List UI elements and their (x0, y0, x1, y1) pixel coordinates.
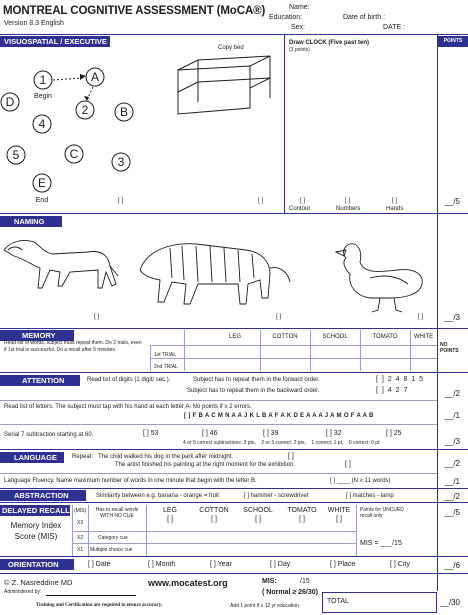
dob-label: Date of birth : (343, 14, 386, 21)
footer-rule (0, 573, 468, 574)
cube-box: [ ] (258, 198, 264, 204)
orientation-month: [ ] Month (148, 561, 176, 568)
language-header: LANGUAGE (0, 452, 64, 463)
language-fluency-score[interactable]: __/1 (444, 477, 460, 486)
recall-word-4: TOMATO (287, 507, 317, 514)
footer-mis-max: /15 (300, 578, 310, 585)
backward-digits: [ ] 4 2 7 (376, 387, 408, 394)
attention-letters-score[interactable]: __/1 (444, 411, 460, 420)
naming-box-2: [ ] (276, 314, 282, 320)
delayed-header: DELAYED RECALL (2, 506, 70, 515)
memory-word-4: TOMATO (372, 334, 398, 340)
abstraction-item-1: [ ] hammer - screwdriver (244, 493, 309, 499)
clock-divider (284, 34, 285, 213)
visuospatial-header: VISUOSPATIAL / EXECUTIVE (0, 36, 110, 47)
memory-no-points: NO POINTS (440, 342, 459, 354)
tiger-drawing (140, 244, 290, 304)
letter-sequence: [ ] F B A C M N A A J K L B A F A K D E A A A J A M O F A A B (184, 413, 374, 419)
uncued-note: Points for UNCUED recall only (360, 507, 404, 519)
multiple-choice-label: Multiple choice cue (90, 547, 133, 553)
numbers-label: Numbers (336, 206, 361, 212)
copy-bed-label: Copy bed (218, 45, 244, 51)
bed-drawing (178, 56, 270, 114)
administered-by: Administered by: (4, 589, 42, 595)
administered-line (46, 595, 136, 596)
svg-text:E: E (37, 176, 47, 190)
svg-text:Begin: Begin (34, 93, 52, 100)
name-label: Name: (289, 4, 310, 11)
training-note: Training and Certification are required to ensure accuracy. (36, 603, 163, 608)
education-label: Education: (269, 14, 303, 21)
serial-25: [ ] 25 (386, 430, 402, 437)
delayed-recall-score[interactable]: __/5 (444, 508, 460, 517)
naming-score[interactable]: __/3 (444, 313, 460, 322)
memory-word-3: SCHOOL (322, 334, 348, 340)
naming-box-3: [ ] (418, 314, 424, 320)
memory-instruction: Read list of words, subject must repeat them. Do 2 trials, even if 1st trial is successful. Do a recall after 5 minutes. (4, 340, 142, 353)
mis-score-line[interactable]: MIS = ___/15 (360, 540, 402, 547)
sentence-2-box: [ ] (345, 461, 351, 468)
x1-label: X1 (77, 547, 84, 553)
serial-46: [ ] 46 (202, 430, 218, 437)
forward-digits: [ ] 2 4 8 1 5 (376, 376, 424, 383)
serial-39: [ ] 39 (263, 430, 279, 437)
memory-header: MEMORY (0, 330, 74, 341)
serial-32: [ ] 32 (326, 430, 342, 437)
orientation-city: [ ] City (390, 561, 410, 568)
svg-text:D: D (5, 95, 15, 109)
clock-points: (3 points) (289, 47, 310, 53)
sentence-1-box: [ ] (288, 453, 294, 460)
recall-box-2: [ ] (211, 516, 217, 523)
recall-word-1: LEG (162, 507, 177, 514)
digit-instruction: Read list of digits (1 digit/ sec.). (87, 377, 171, 383)
x2-label: X2 (77, 535, 84, 541)
trail-box: [ ] (118, 198, 124, 204)
footer-mis-label: MIS: (262, 578, 277, 585)
orientation-header: ORIENTATION (0, 559, 74, 570)
recall-word-2: COTTON (199, 507, 229, 514)
serial-53: [ ] 53 (143, 430, 159, 437)
trial-2-label: 2nd TRIAL (154, 364, 178, 370)
attention-header: ATTENTION (0, 375, 80, 386)
naming-header: NAMING (0, 216, 62, 227)
fluency-box: [ ] ____ (N ≥ 11 words) (330, 478, 391, 484)
recall-box-4: [ ] (299, 516, 305, 523)
date-label: DATE : (383, 24, 406, 31)
language-rule (0, 449, 468, 450)
orientation-date: [ ] Date (88, 561, 111, 568)
points-header: POINTS (438, 36, 468, 47)
language-repeat-score[interactable]: __/2 (444, 459, 460, 468)
memory-rule (0, 328, 468, 329)
forward-text: Subject has to repeat them in the forward order. (193, 377, 320, 383)
duck-drawing (336, 244, 422, 312)
website[interactable]: www.mocatest.org (148, 578, 228, 588)
category-cue-label: Category cue (98, 535, 128, 541)
orientation-place: [ ] Place (330, 561, 356, 568)
normal-range: ( Normal ≥ 26/30) (262, 589, 318, 596)
abstraction-rule (0, 488, 468, 489)
recall-box-3: [ ] (255, 516, 261, 523)
sentence-1: The child walked his dog in the park after midnight. (98, 454, 234, 460)
mis-label: Memory Index Score (MIS) (10, 521, 62, 541)
abstraction-header: ABSTRACTION (0, 490, 86, 501)
delayed-rule (0, 502, 468, 503)
attention-rule (0, 372, 468, 373)
trail-making-drawing (0, 50, 284, 210)
sex-label: Sex: (291, 24, 306, 31)
svg-text:End: End (35, 197, 49, 204)
sentence-2: The artist finished his painting at the right moment for the exhibition. (115, 462, 296, 468)
svg-text:B: B (119, 105, 129, 119)
svg-text:2: 2 (81, 103, 89, 117)
visuospatial-score[interactable]: __/5 (444, 197, 460, 206)
repeat-label: Repeat: (72, 454, 94, 460)
lion-drawing (4, 240, 118, 288)
memory-word-2: COTTON (272, 334, 298, 340)
memory-word-1: LEG (228, 334, 241, 340)
orientation-rule (0, 556, 468, 557)
numbers-box: [ ] (345, 198, 351, 204)
recall-word-3: SCHOOL (243, 507, 273, 514)
contour-label: Contour (289, 206, 311, 212)
memory-word-5: WHITE (413, 334, 434, 340)
form-title: MONTREAL COGNITIVE ASSESSMENT (MoCA®) (3, 5, 266, 17)
serial-scoring: 4 or 5 correct subtractions: 3 pts, 2 or 3 correct: 2 pts, 1 correct: 1 pt, 0 correct: 0 pt (183, 440, 380, 446)
attention-digits-score[interactable]: __/2 (444, 389, 460, 398)
author-credit: © Z. Nasreddine MD (4, 578, 73, 587)
letters-instruction: Read list of letters. The subject must tap with his hand at each letter A. No points if ≥ 2 errors. (4, 404, 252, 410)
svg-text:1: 1 (39, 73, 47, 87)
top-rule (0, 34, 468, 35)
orientation-day: [ ] Day (270, 561, 291, 568)
abstraction-item-2: [ ] matches - lamp (346, 493, 394, 499)
education-adjustment: Add 1 point if ≤ 12 yr education (230, 603, 299, 609)
no-cue-label: Has to recall words WITH NO CUE (95, 507, 139, 519)
version-label: Version 8.3 English (4, 20, 64, 27)
contour-box: [ ] (300, 198, 306, 204)
mis-col-label: (MIS) (74, 508, 87, 514)
svg-text:5: 5 (12, 148, 20, 162)
svg-text:A: A (90, 70, 100, 84)
recall-box-5: [ ] (336, 516, 342, 523)
abstraction-text: Similarity between e.g. banana - orange = fruit (96, 493, 219, 499)
hands-box: [ ] (392, 198, 398, 204)
animal-drawings (0, 228, 437, 318)
abstraction-score[interactable]: __/2 (444, 492, 460, 501)
serial-label: Serial 7 subtraction starting at 60. (4, 432, 94, 438)
x3-label: X3 (77, 520, 84, 526)
orientation-year: [ ] Year (210, 561, 232, 568)
svg-text:C: C (69, 147, 79, 161)
naming-rule (0, 213, 468, 214)
recall-word-5: WHITE (327, 507, 351, 514)
hands-label: Hands (386, 206, 404, 212)
trial-1-label: 1st TRIAL (154, 352, 177, 358)
fluency-instruction: Language Fluency. Name maximum number of words in one minute that begin with the letter B. (4, 478, 257, 484)
svg-text:4: 4 (38, 117, 46, 131)
backward-text: Subject has to repeat them in the backward order. (187, 388, 320, 394)
total-score[interactable]: __/30 (439, 598, 460, 607)
svg-text:3: 3 (117, 155, 125, 169)
orientation-score[interactable]: __/6 (444, 561, 460, 570)
attention-serial-score[interactable]: __/3 (444, 437, 460, 446)
recall-box-1: [ ] (167, 516, 173, 523)
total-label: TOTAL (327, 598, 349, 605)
points-column-rule (437, 34, 438, 591)
clock-title: Draw CLOCK (Five past ten) (289, 40, 370, 46)
naming-box-1: [ ] (94, 314, 100, 320)
